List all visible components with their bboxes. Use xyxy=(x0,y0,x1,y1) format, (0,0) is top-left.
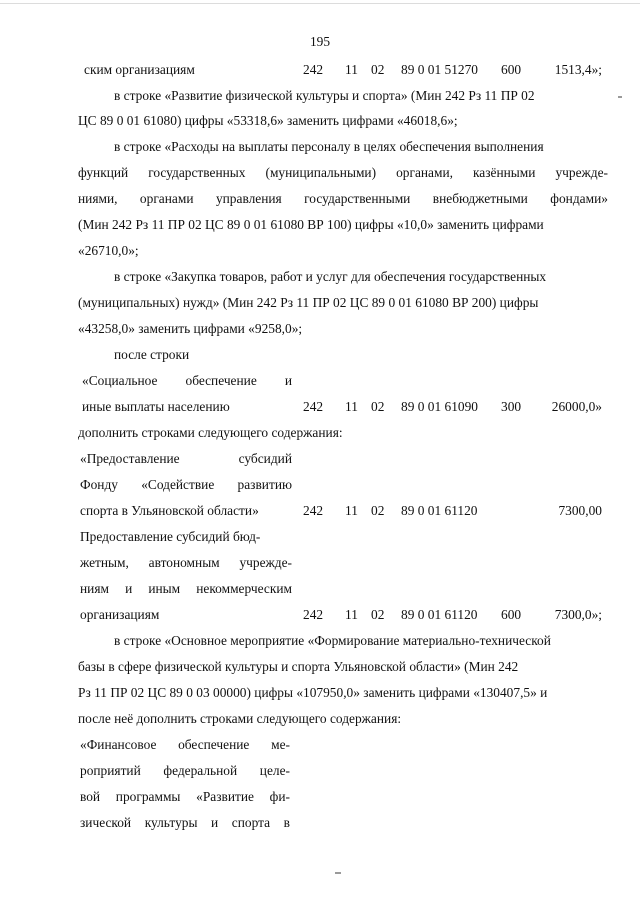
text: «43258,0» заменить цифрами «9258,0»; xyxy=(78,321,303,336)
paragraph-line xyxy=(0,268,640,286)
word: субсидий xyxy=(238,451,292,466)
word: обеспечение xyxy=(178,737,250,752)
word: зической xyxy=(80,815,132,830)
table-row xyxy=(0,528,640,546)
word: «Развитие xyxy=(196,789,254,804)
justified-text xyxy=(78,190,608,208)
code-ministry: 242 xyxy=(303,503,324,518)
code-section: 11 xyxy=(345,399,358,414)
row-name: Предоставление субсидий бюд- xyxy=(80,529,261,544)
paragraph-line xyxy=(0,346,640,364)
row-name-line xyxy=(80,580,292,598)
paragraph-line xyxy=(0,87,640,105)
word: и xyxy=(125,581,133,596)
row-name-line xyxy=(80,736,290,754)
word: развитию xyxy=(237,477,292,492)
word: жетным, xyxy=(80,555,129,570)
word: и xyxy=(284,373,292,388)
word: учрежде- xyxy=(555,165,608,180)
paragraph-line xyxy=(0,424,640,442)
table-row xyxy=(0,606,640,624)
amount: 26000,0» xyxy=(551,399,602,414)
table-row xyxy=(0,502,640,520)
text: дополнить строками следующего содержания: xyxy=(78,425,343,440)
paragraph-line xyxy=(0,242,640,260)
word: роприятий xyxy=(80,763,141,778)
word: иным xyxy=(148,581,181,596)
table-row xyxy=(0,762,640,780)
table-row xyxy=(0,736,640,754)
row-name-line xyxy=(80,762,290,780)
row-name-line xyxy=(80,450,292,468)
code-expense-type: 600 xyxy=(501,607,522,622)
word: вой xyxy=(80,789,101,804)
page-number: 195 xyxy=(309,34,331,49)
word: органами xyxy=(139,191,194,206)
code-target-article: 89 0 01 61120 xyxy=(401,607,478,622)
word: «Предоставление xyxy=(80,451,180,466)
code-expense-type: 300 xyxy=(501,399,522,414)
text: в строке «Развитие физической культуры и спорта» (Мин 242 Рз 11 ПР 02 xyxy=(114,88,535,103)
text: Рз 11 ПР 02 ЦС 89 0 03 00000) цифры «107950,0» заменить цифрами «130407,5» и xyxy=(78,685,548,700)
row-name-line xyxy=(80,554,292,572)
text: базы в сфере физической культуры и спорта Ульяновской области» (Мин 242 xyxy=(78,659,519,674)
paragraph-line xyxy=(0,138,640,156)
table-row xyxy=(0,372,640,390)
word: культуры xyxy=(144,815,198,830)
word: «Социальное xyxy=(82,373,158,388)
word: Фонду xyxy=(80,477,118,492)
row-name-line xyxy=(82,372,292,390)
word: «Содействие xyxy=(141,477,215,492)
word: (муниципальными) xyxy=(265,165,377,180)
row-name: ским организациям xyxy=(84,62,195,77)
paragraph-line xyxy=(0,294,640,312)
word: ниями, xyxy=(78,191,118,206)
code-target-article: 89 0 01 51270 xyxy=(401,62,478,77)
word: спорта xyxy=(231,815,271,830)
word: обеспечение xyxy=(185,373,257,388)
paragraph-line xyxy=(0,658,640,676)
word: программы xyxy=(115,789,181,804)
scan-artifact-dot xyxy=(335,872,341,874)
word: учрежде- xyxy=(239,555,292,570)
paragraph-line xyxy=(0,112,640,130)
row-name: спорта в Ульяновской области» xyxy=(80,503,259,518)
text: после неё дополнить строками следующего содержания: xyxy=(78,711,402,726)
row-name: организациям xyxy=(80,607,160,622)
word: внебюджетными xyxy=(432,191,528,206)
text: в строке «Основное мероприятие «Формирование материально-технической xyxy=(114,633,551,648)
row-name: иные выплаты населению xyxy=(82,399,230,414)
table-row xyxy=(0,450,640,468)
text: (Мин 242 Рз 11 ПР 02 ЦС 89 0 01 61080 ВР 100) цифры «10,0» заменить цифрами xyxy=(78,217,544,232)
table-row xyxy=(0,476,640,494)
word: ниям xyxy=(80,581,109,596)
code-subsection: 02 xyxy=(371,503,385,518)
word: некоммерческим xyxy=(196,581,292,596)
table-row xyxy=(0,814,640,832)
table-row xyxy=(0,554,640,572)
code-target-article: 89 0 01 61090 xyxy=(401,399,478,414)
word: органами, xyxy=(396,165,453,180)
text: (муниципальных) нужд» (Мин 242 Рз 11 ПР 02 ЦС 89 0 01 61080 ВР 200) цифры xyxy=(78,295,539,310)
paragraph-line xyxy=(0,320,640,338)
amount: 1513,4»; xyxy=(554,62,602,77)
amount: 7300,0»; xyxy=(554,607,602,622)
code-section: 11 xyxy=(345,503,358,518)
paragraph-line xyxy=(0,190,640,208)
word: федеральной xyxy=(163,763,238,778)
code-target-article: 89 0 01 61120 xyxy=(401,503,478,518)
word: целе- xyxy=(259,763,290,778)
word: «Финансовое xyxy=(80,737,157,752)
word: функций xyxy=(78,165,129,180)
text: в строке «Расходы на выплаты персоналу в целях обеспечения выполнения xyxy=(114,139,544,154)
word: ме- xyxy=(271,737,290,752)
word: управления xyxy=(215,191,282,206)
word: в xyxy=(283,815,290,830)
word: фи- xyxy=(269,789,290,804)
code-subsection: 02 xyxy=(371,62,385,77)
word: автономным xyxy=(148,555,220,570)
word: фондами» xyxy=(550,191,608,206)
code-section: 11 xyxy=(345,62,358,77)
table-row xyxy=(0,398,640,416)
code-subsection: 02 xyxy=(371,399,385,414)
text: в строке «Закупка товаров, работ и услуг для обеспечения государственных xyxy=(114,269,547,284)
paragraph-line xyxy=(0,216,640,234)
row-name-line xyxy=(80,788,290,806)
word: казёнными xyxy=(473,165,536,180)
paragraph-line xyxy=(0,632,640,650)
code-expense-type: 600 xyxy=(501,62,522,77)
code-ministry: 242 xyxy=(303,399,324,414)
word: государственными xyxy=(304,191,411,206)
code-ministry: 242 xyxy=(303,607,324,622)
scan-artifact-top-line xyxy=(0,3,640,4)
table-row xyxy=(0,580,640,598)
amount: 7300,00 xyxy=(558,503,602,518)
text: после строки xyxy=(114,347,190,362)
row-name-line xyxy=(80,476,292,494)
table-row xyxy=(0,61,640,79)
code-ministry: 242 xyxy=(303,62,324,77)
text: ЦС 89 0 01 61080) цифры «53318,6» заменить цифрами «46018,6»; xyxy=(78,113,458,128)
paragraph-line xyxy=(0,710,640,728)
paragraph-line xyxy=(0,684,640,702)
table-row xyxy=(0,788,640,806)
text: «26710,0»; xyxy=(78,243,139,258)
code-subsection: 02 xyxy=(371,607,385,622)
word: и xyxy=(211,815,219,830)
code-section: 11 xyxy=(345,607,358,622)
paragraph-line xyxy=(0,164,640,182)
justified-text xyxy=(78,164,608,182)
word: государственных xyxy=(148,165,246,180)
row-name-line xyxy=(80,814,290,832)
